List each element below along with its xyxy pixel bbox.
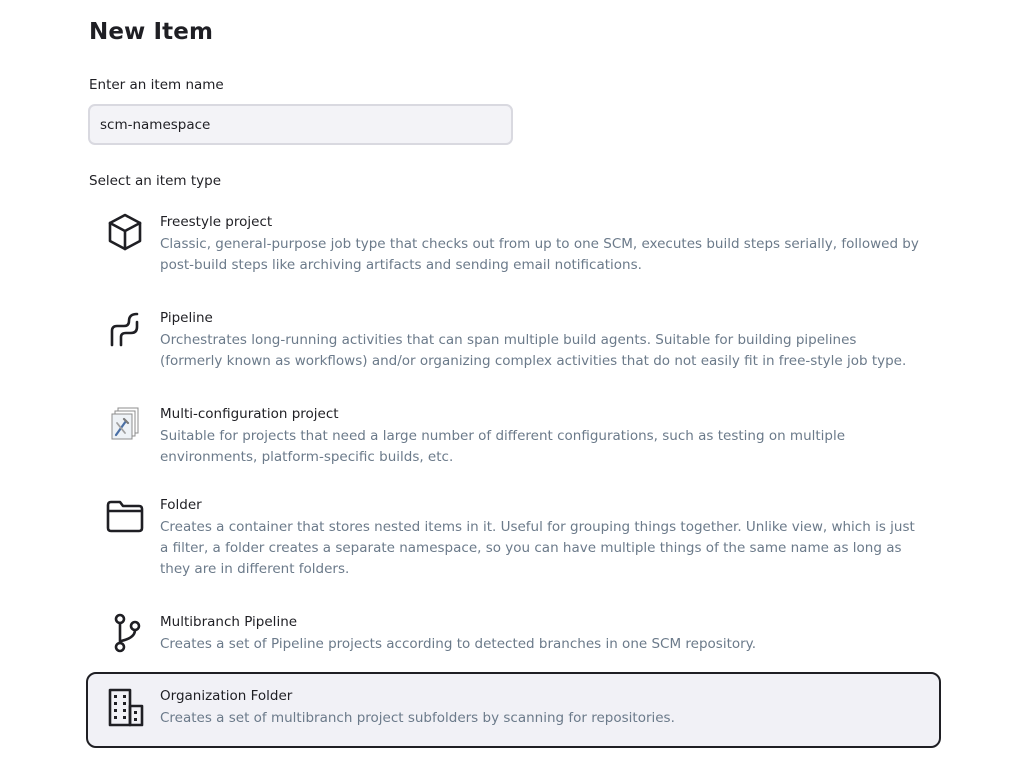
item-title: Organization Folder bbox=[160, 688, 293, 704]
folder-icon bbox=[104, 495, 146, 537]
item-type-freestyle-project[interactable] bbox=[86, 201, 941, 287]
item-type-folder[interactable] bbox=[86, 484, 941, 592]
item-name-label: Enter an item name bbox=[89, 77, 224, 93]
item-type-pipeline[interactable] bbox=[86, 297, 941, 383]
page-title: New Item bbox=[89, 19, 214, 45]
multi-config-icon bbox=[104, 405, 146, 447]
item-description: Suitable for projects that need a large number of different configurations, such as testing on multiple environments, platform-specific builds, etc. bbox=[160, 428, 846, 465]
cube-icon bbox=[104, 211, 146, 253]
item-name-input[interactable] bbox=[88, 104, 513, 145]
item-type-multibranch-pipeline[interactable] bbox=[86, 601, 941, 667]
item-title: Pipeline bbox=[160, 310, 213, 326]
building-icon bbox=[104, 687, 146, 729]
pipeline-icon bbox=[104, 309, 146, 351]
item-description: Creates a set of multibranch project subfolders by scanning for repositories. bbox=[160, 710, 675, 726]
item-description: Classic, general-purpose job type that checks out from up to one SCM, executes build steps serially, followed by post-build steps like archiving artifacts and sending email notifications. bbox=[160, 236, 919, 273]
item-type-organization-folder[interactable] bbox=[86, 672, 941, 748]
item-type-label: Select an item type bbox=[89, 173, 222, 189]
item-title: Multibranch Pipeline bbox=[160, 614, 298, 630]
item-description: Orchestrates long-running activities that can span multiple build agents. Suitable for building pipelines (formerly known as workflows) and/or organizing complex activities that do not easily fit in free-style job type. bbox=[160, 332, 907, 369]
item-description: Creates a set of Pipeline projects according to detected branches in one SCM repository. bbox=[160, 636, 757, 652]
branch-icon bbox=[104, 612, 146, 654]
item-title: Folder bbox=[160, 497, 202, 513]
item-title: Multi-configuration project bbox=[160, 406, 339, 422]
item-title: Freestyle project bbox=[160, 214, 273, 230]
item-description: Creates a container that stores nested items in it. Useful for grouping things together. Unlike view, which is just a filter, a folder creates a separate namespace, so you can have multiple things of the same name as long as they are in different folders. bbox=[160, 519, 915, 577]
item-type-multi-configuration-project[interactable] bbox=[86, 393, 941, 479]
